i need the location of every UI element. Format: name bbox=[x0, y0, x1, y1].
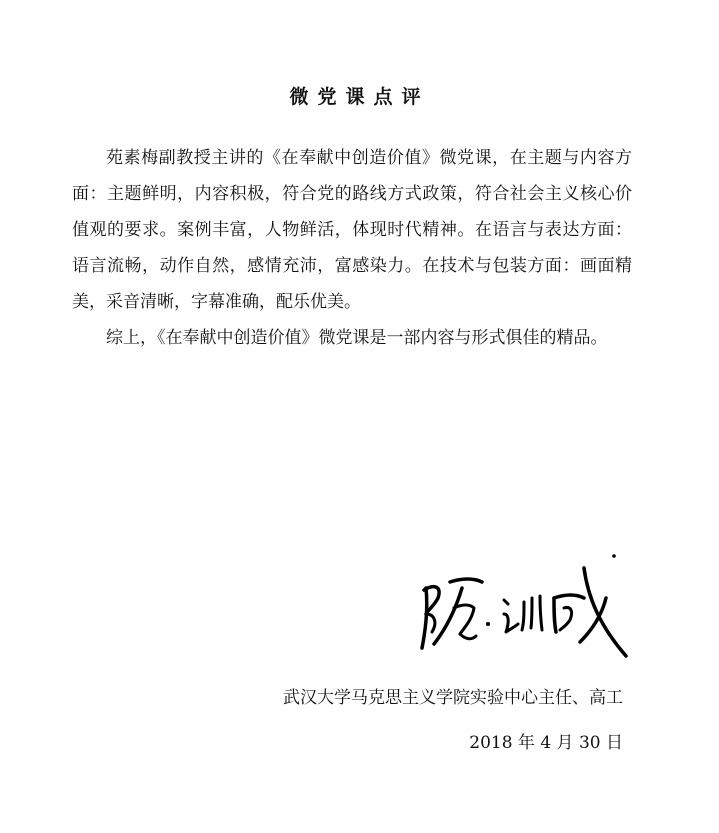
signature-stroke bbox=[554, 595, 584, 598]
signature-stroke bbox=[554, 598, 556, 632]
signature-dot bbox=[612, 554, 616, 558]
signature-stroke bbox=[450, 579, 482, 582]
review-body bbox=[72, 140, 632, 356]
signature-stroke bbox=[560, 608, 572, 631]
signature-stroke bbox=[584, 568, 626, 656]
handwritten-signature bbox=[404, 548, 634, 668]
review-paragraph-1: 苑素梅副教授主讲的《在奉献中创造价值》微党课，在主题与内容方面：主题鲜明，内容积极，符合党的路线方式政策，符合社会主义核心价值观的要求。案例丰富，人物鲜活，体现时代精神。在语言与表达方面：语言流畅，动作自然，感情充沛，富感染力。在技术与包装方面：画面精美，采音清晰，字幕准确，配乐优美。 bbox=[72, 148, 632, 312]
signature-stroke bbox=[522, 602, 524, 630]
signature-stroke bbox=[422, 588, 427, 648]
signature-stroke bbox=[454, 605, 474, 634]
signature-dot bbox=[486, 622, 490, 626]
reviewer-affiliation: 武汉大学马克思主义学院实验中心主任、高工 bbox=[283, 688, 623, 708]
signature-stroke bbox=[504, 600, 508, 604]
signature-stroke bbox=[540, 596, 542, 630]
review-date: 2018 年 4 月 30 日 bbox=[469, 733, 623, 753]
review-paragraph-2: 综上，《在奉献中创造价值》微党课是一部内容与形式俱佳的精品。 bbox=[106, 328, 608, 348]
signature-stroke bbox=[460, 634, 476, 639]
document-title: 微党课点评 bbox=[289, 86, 430, 108]
signature-stroke bbox=[504, 614, 518, 632]
signature-stroke bbox=[531, 598, 532, 628]
